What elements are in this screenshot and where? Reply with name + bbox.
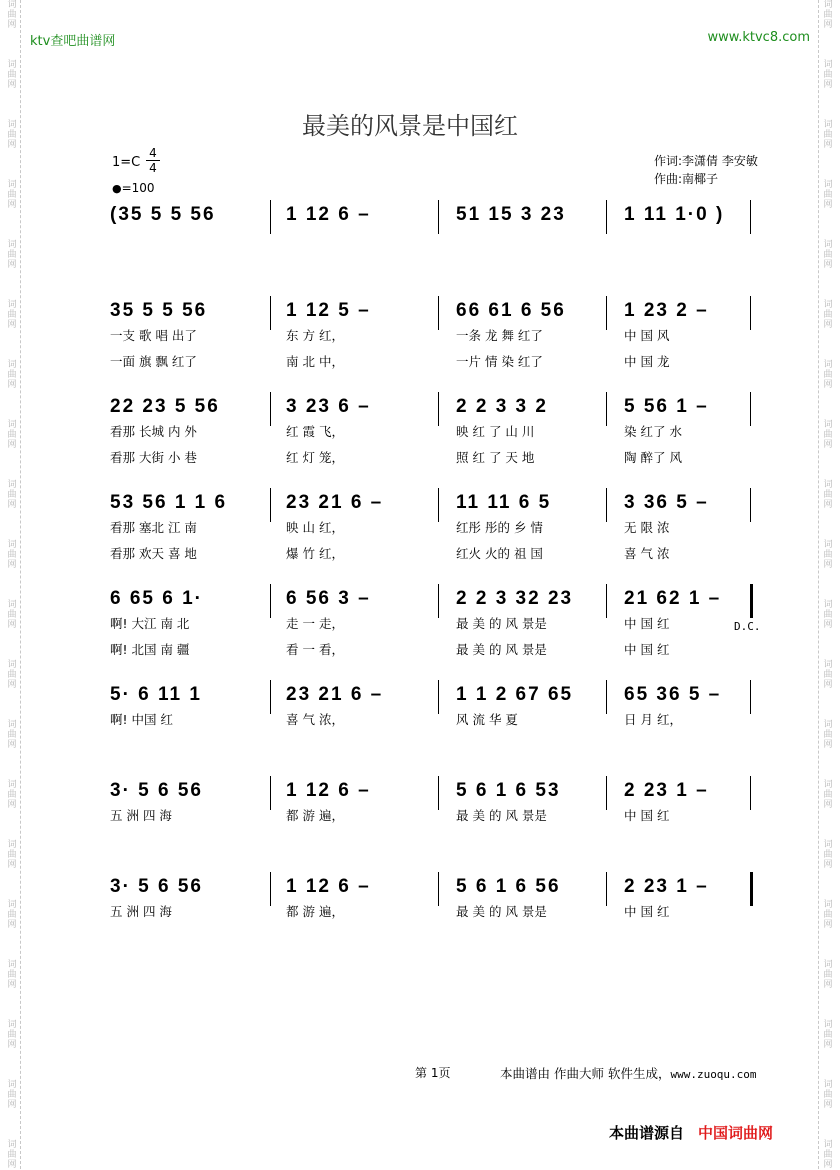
measure-notes: 6 65 6 1· bbox=[110, 588, 203, 609]
lyric-verse-1: 看那 长城 内 外 bbox=[110, 424, 197, 439]
watermark-text: 词曲网 bbox=[823, 240, 833, 270]
watermark-text: 词曲网 bbox=[823, 120, 833, 150]
lyric-verse-1: 染 红了 水 bbox=[624, 424, 682, 439]
watermark-text: 词曲网 bbox=[823, 360, 833, 390]
measure-notes: 1 12 6 – bbox=[286, 876, 371, 897]
barline bbox=[606, 296, 607, 330]
watermark-text: 词曲网 bbox=[823, 300, 833, 330]
right-margin-rule bbox=[818, 0, 819, 1169]
measure-notes: 2 23 1 – bbox=[624, 780, 709, 801]
watermark-text: 词曲网 bbox=[7, 420, 17, 450]
time-signature bbox=[146, 146, 160, 175]
watermark-text: 词曲网 bbox=[823, 780, 833, 810]
lyric-verse-2: 看 一 看， bbox=[286, 642, 344, 657]
measure-notes: 3 36 5 – bbox=[624, 492, 709, 513]
lyric-verse-1: 红彤 彤的 乡 情 bbox=[456, 520, 543, 535]
source-credit bbox=[609, 1122, 773, 1143]
watermark-text: 词曲网 bbox=[823, 1080, 833, 1110]
watermark-text: 词曲网 bbox=[823, 540, 833, 570]
lyric-verse-1: 走 一 走， bbox=[286, 616, 344, 631]
lyric-verse-1: 中 国 红 bbox=[624, 616, 670, 631]
watermark-text: 词曲网 bbox=[823, 60, 833, 90]
final-barline bbox=[750, 584, 753, 618]
lyric-verse-1: 中 国 风 bbox=[624, 328, 670, 343]
barline bbox=[606, 488, 607, 522]
watermark-text: 词曲网 bbox=[823, 660, 833, 690]
lyric-verse-2: 南 北 中， bbox=[286, 354, 344, 369]
lyric-verse-1: 最 美 的 风 景是 bbox=[456, 808, 547, 823]
barline bbox=[438, 776, 439, 810]
measure-notes: 3· 5 6 56 bbox=[110, 876, 203, 897]
barline bbox=[270, 200, 271, 234]
watermark-text: 词曲网 bbox=[823, 180, 833, 210]
barline bbox=[750, 296, 751, 330]
barline bbox=[438, 392, 439, 426]
barline bbox=[270, 488, 271, 522]
lyric-verse-1: 啊! 大江 南 北 bbox=[110, 616, 190, 631]
barline bbox=[270, 392, 271, 426]
barline bbox=[750, 488, 751, 522]
time-signature-top: 4 bbox=[149, 146, 157, 160]
measure-notes: 6 56 3 – bbox=[286, 588, 371, 609]
watermark-text: 词曲网 bbox=[7, 720, 17, 750]
lyric-verse-1: 风 流 华 夏 bbox=[456, 712, 518, 727]
watermark-text: 词曲网 bbox=[7, 120, 17, 150]
measure-notes: 3· 5 6 56 bbox=[110, 780, 203, 801]
song-title: 最美的风景是中国红 bbox=[302, 112, 518, 140]
watermark-text: 词曲网 bbox=[7, 1020, 17, 1050]
lyric-verse-1: 一支 歌 唱 出了 bbox=[110, 328, 197, 343]
measure-notes: 5 6 1 6 53 bbox=[456, 780, 561, 801]
barline bbox=[438, 488, 439, 522]
key-signature: 1=C bbox=[112, 155, 141, 170]
measure-notes: 53 56 1 1 6 bbox=[110, 492, 228, 513]
lyric-verse-1: 五 洲 四 海 bbox=[110, 904, 172, 919]
tempo-marking bbox=[112, 181, 155, 195]
measure-notes: 1 12 5 – bbox=[286, 300, 371, 321]
measure-notes: 2 23 1 – bbox=[624, 876, 709, 897]
barline bbox=[438, 200, 439, 234]
measure-notes: 1 12 6 – bbox=[286, 780, 371, 801]
lyric-verse-1: 无 限 浓 bbox=[624, 520, 670, 535]
measure-notes: 66 61 6 56 bbox=[456, 300, 566, 321]
lyric-verse-1: 映 山 红， bbox=[286, 520, 344, 535]
barline bbox=[606, 392, 607, 426]
tempo-value: =100 bbox=[121, 181, 155, 195]
barline bbox=[270, 296, 271, 330]
watermark-text: 词曲网 bbox=[7, 600, 17, 630]
da-capo-marking: D.C. bbox=[734, 620, 761, 633]
generator-url[interactable]: www.zuoqu.com bbox=[670, 1068, 757, 1081]
measure-notes: 21 62 1 – bbox=[624, 588, 722, 609]
lyric-verse-1: 红 霞 飞， bbox=[286, 424, 344, 439]
watermark-text: 词曲网 bbox=[823, 720, 833, 750]
time-signature-bottom: 4 bbox=[146, 160, 160, 175]
watermark-text: 词曲网 bbox=[7, 480, 17, 510]
lyric-verse-1: 映 红 了 山 川 bbox=[456, 424, 535, 439]
barline bbox=[750, 776, 751, 810]
final-barline bbox=[750, 872, 753, 906]
barline bbox=[750, 200, 751, 234]
measure-notes: 1 12 6 – bbox=[286, 204, 371, 225]
lyric-verse-1: 啊! 中国 红 bbox=[110, 712, 173, 727]
measure-notes: 65 36 5 – bbox=[624, 684, 722, 705]
lyric-verse-1: 喜 气 浓， bbox=[286, 712, 344, 727]
measure-notes: 1 11 1·0 ) bbox=[624, 204, 725, 225]
barline bbox=[606, 200, 607, 234]
lyric-verse-2: 一片 情 染 红了 bbox=[456, 354, 543, 369]
measure-notes: 5· 6 11 1 bbox=[110, 684, 202, 705]
lyricist: 作词:李潇倩 李安敏 bbox=[654, 154, 758, 168]
measure-notes: 51 15 3 23 bbox=[456, 204, 566, 225]
measure-notes: 5 56 1 – bbox=[624, 396, 709, 417]
lyric-verse-1: 中 国 红 bbox=[624, 808, 670, 823]
lyric-verse-2: 中 国 红 bbox=[624, 642, 670, 657]
generator-note bbox=[500, 1064, 757, 1082]
credits bbox=[654, 152, 758, 188]
barline bbox=[438, 584, 439, 618]
lyric-verse-2: 喜 气 浓 bbox=[624, 546, 670, 561]
measure-notes: 5 6 1 6 56 bbox=[456, 876, 561, 897]
right-watermark-strip bbox=[822, 0, 834, 1169]
page-number: 第 1页 bbox=[415, 1066, 451, 1080]
barline bbox=[606, 680, 607, 714]
watermark-text: 词曲网 bbox=[823, 420, 833, 450]
watermark-text: 词曲网 bbox=[7, 1140, 17, 1170]
left-margin-rule bbox=[20, 0, 21, 1169]
watermark-text: 词曲网 bbox=[7, 540, 17, 570]
lyric-verse-1: 都 游 遍， bbox=[286, 904, 344, 919]
quarter-note-icon: ● bbox=[112, 182, 122, 195]
lyric-verse-2: 中 国 龙 bbox=[624, 354, 670, 369]
barline bbox=[750, 680, 751, 714]
left-watermark-strip bbox=[6, 0, 18, 1169]
measure-notes: 23 21 6 – bbox=[286, 492, 384, 513]
watermark-text: 词曲网 bbox=[823, 0, 833, 30]
measure-notes: 11 11 6 5 bbox=[456, 492, 552, 513]
lyric-verse-2: 看那 大街 小 巷 bbox=[110, 450, 197, 465]
watermark-text: 词曲网 bbox=[823, 600, 833, 630]
watermark-text: 词曲网 bbox=[823, 480, 833, 510]
lyric-verse-2: 红 灯 笼， bbox=[286, 450, 344, 465]
barline bbox=[270, 776, 271, 810]
lyric-verse-1: 最 美 的 风 景是 bbox=[456, 616, 547, 631]
watermark-text: 词曲网 bbox=[823, 1020, 833, 1050]
lyric-verse-1: 五 洲 四 海 bbox=[110, 808, 172, 823]
lyric-verse-2: 照 红 了 天 地 bbox=[456, 450, 535, 465]
watermark-text: 词曲网 bbox=[7, 300, 17, 330]
lyric-verse-2: 红火 火的 祖 国 bbox=[456, 546, 543, 561]
lyric-verse-1: 都 游 遍， bbox=[286, 808, 344, 823]
watermark-text: 词曲网 bbox=[7, 960, 17, 990]
composer: 作曲:南椰子 bbox=[654, 172, 719, 186]
source-site-link[interactable]: 中国词曲网 bbox=[698, 1124, 774, 1142]
watermark-text: 词曲网 bbox=[823, 900, 833, 930]
watermark-text: 词曲网 bbox=[823, 960, 833, 990]
barline bbox=[606, 584, 607, 618]
generator-text: 本曲谱由 作曲大师 软件生成， bbox=[500, 1066, 671, 1081]
site-link-right[interactable]: www.ktvc8.com bbox=[707, 30, 810, 45]
source-label: 本曲谱源自 bbox=[609, 1124, 685, 1142]
watermark-text: 词曲网 bbox=[7, 60, 17, 90]
watermark-text: 词曲网 bbox=[7, 840, 17, 870]
measure-notes: 23 21 6 – bbox=[286, 684, 384, 705]
lyric-verse-2: 啊! 北国 南 疆 bbox=[110, 642, 190, 657]
lyric-verse-2: 一面 旗 飘 红了 bbox=[110, 354, 197, 369]
measure-notes: (35 5 5 56 bbox=[110, 204, 216, 225]
watermark-text: 词曲网 bbox=[823, 1140, 833, 1170]
barline bbox=[606, 776, 607, 810]
barline bbox=[606, 872, 607, 906]
lyric-verse-1: 看那 塞北 江 南 bbox=[110, 520, 197, 535]
measure-notes: 35 5 5 56 bbox=[110, 300, 208, 321]
lyric-verse-2: 看那 欢天 喜 地 bbox=[110, 546, 197, 561]
watermark-text: 词曲网 bbox=[7, 360, 17, 390]
watermark-text: 词曲网 bbox=[7, 180, 17, 210]
measure-notes: 2 2 3 3 2 bbox=[456, 396, 548, 417]
barline bbox=[438, 296, 439, 330]
site-link-left[interactable]: ktv查吧曲谱网 bbox=[30, 34, 116, 49]
watermark-text: 词曲网 bbox=[823, 840, 833, 870]
watermark-text: 词曲网 bbox=[7, 0, 17, 30]
measure-notes: 1 23 2 – bbox=[624, 300, 709, 321]
measure-notes: 3 23 6 – bbox=[286, 396, 371, 417]
lyric-verse-2: 最 美 的 风 景是 bbox=[456, 642, 547, 657]
barline bbox=[750, 392, 751, 426]
watermark-text: 词曲网 bbox=[7, 240, 17, 270]
barline bbox=[270, 872, 271, 906]
watermark-text: 词曲网 bbox=[7, 1080, 17, 1110]
watermark-text: 词曲网 bbox=[7, 900, 17, 930]
lyric-verse-1: 最 美 的 风 景是 bbox=[456, 904, 547, 919]
measure-notes: 2 2 3 32 23 bbox=[456, 588, 574, 609]
measure-notes: 1 1 2 67 65 bbox=[456, 684, 574, 705]
watermark-text: 词曲网 bbox=[7, 780, 17, 810]
lyric-verse-1: 东 方 红， bbox=[286, 328, 344, 343]
barline bbox=[270, 680, 271, 714]
barline bbox=[270, 584, 271, 618]
watermark-text: 词曲网 bbox=[7, 660, 17, 690]
barline bbox=[438, 680, 439, 714]
lyric-verse-2: 爆 竹 红， bbox=[286, 546, 344, 561]
lyric-verse-1: 日 月 红， bbox=[624, 712, 682, 727]
measure-notes: 22 23 5 56 bbox=[110, 396, 220, 417]
lyric-verse-2: 陶 醉了 风 bbox=[624, 450, 682, 465]
lyric-verse-1: 中 国 红 bbox=[624, 904, 670, 919]
lyric-verse-1: 一条 龙 舞 红了 bbox=[456, 328, 543, 343]
barline bbox=[438, 872, 439, 906]
